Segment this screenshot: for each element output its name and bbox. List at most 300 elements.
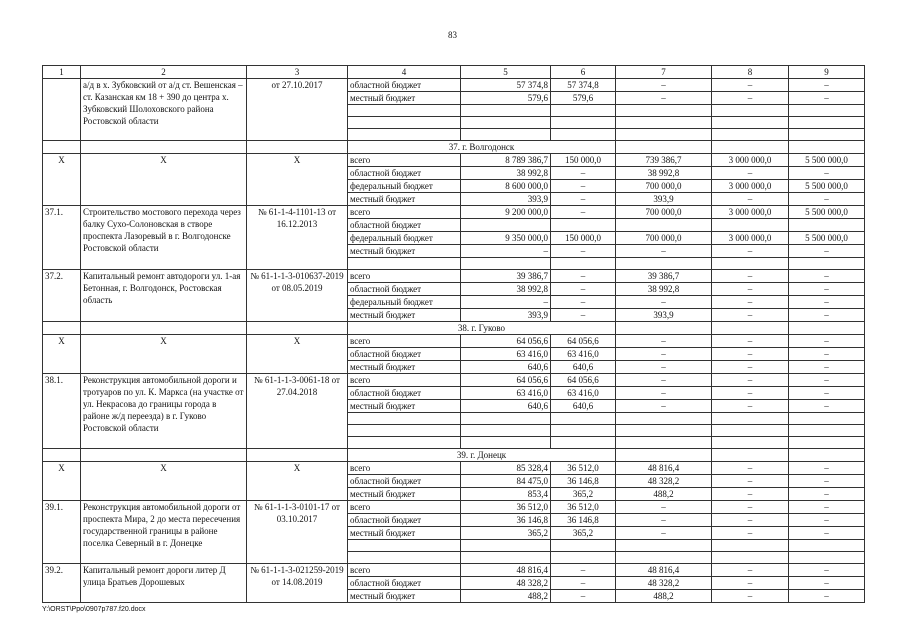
budget-type: местный бюджет	[348, 527, 461, 540]
amount-cell: 150 000,0	[551, 154, 616, 167]
amount-cell: –	[789, 564, 865, 577]
column-number: 8	[712, 66, 789, 79]
empty-cell	[712, 437, 789, 449]
amount-cell: 853,4	[461, 488, 551, 501]
table-cell	[247, 141, 348, 154]
file-path-footer: Y:\ORST\Ppo\0907p787.f20.docx	[42, 606, 146, 613]
amount-cell: –	[616, 361, 712, 374]
empty-cell	[789, 258, 865, 270]
amount-cell: –	[712, 527, 789, 540]
total-marker: Х	[247, 154, 348, 206]
amount-cell: –	[789, 245, 865, 258]
amount-cell: 63 416,0	[461, 387, 551, 400]
item-doc: № 61-1-1-3-0101-17 от 03.10.2017	[247, 501, 348, 564]
item-number: 37.1.	[43, 206, 81, 270]
item-number: 39.1.	[43, 501, 81, 564]
amount-cell: –	[551, 577, 616, 590]
empty-cell	[461, 425, 551, 437]
amount-cell: –	[616, 374, 712, 387]
amount-cell: –	[712, 475, 789, 488]
budget-type: местный бюджет	[348, 488, 461, 501]
empty-cell	[712, 129, 789, 141]
table-row	[43, 206, 865, 219]
table-cell	[247, 449, 348, 462]
amount-cell: –	[789, 361, 865, 374]
budget-type: местный бюджет	[348, 361, 461, 374]
empty-cell	[551, 117, 616, 129]
item-name: Капитальный ремонт автодороги ул. 1-ая Бетонная, г. Волгодонск, Ростовская область	[81, 270, 247, 322]
item-number	[43, 79, 81, 141]
amount-cell: –	[789, 167, 865, 180]
amount-cell: –	[789, 374, 865, 387]
amount-cell: 9 200 000,0	[461, 206, 551, 219]
empty-cell	[616, 540, 712, 552]
amount-cell: –	[789, 283, 865, 296]
empty-cell	[789, 129, 865, 141]
amount-cell: –	[789, 590, 865, 603]
empty-cell	[348, 413, 461, 425]
empty-cell	[616, 437, 712, 449]
empty-cell	[616, 117, 712, 129]
amount-cell	[789, 219, 865, 232]
item-name: Строительство мостового перехода через балку Сухо-Солоновская в створе проспекта Лазоревый в г. Волгодонске Ростовской области	[81, 206, 247, 270]
table-cell	[43, 449, 81, 462]
empty-cell	[616, 129, 712, 141]
amount-cell: 64 056,6	[551, 335, 616, 348]
amount-cell: –	[789, 92, 865, 105]
budget-type: всего	[348, 564, 461, 577]
empty-cell	[616, 425, 712, 437]
amount-cell: –	[616, 527, 712, 540]
empty-cell	[461, 437, 551, 449]
empty-cell	[551, 437, 616, 449]
empty-cell	[551, 258, 616, 270]
amount-cell: –	[789, 488, 865, 501]
budget-type: областной бюджет	[348, 219, 461, 232]
table-cell	[81, 449, 247, 462]
amount-cell: –	[789, 387, 865, 400]
amount-cell	[461, 219, 551, 232]
table-cell	[247, 322, 348, 335]
section-title: 39. г. Донецк	[348, 449, 616, 462]
table-row	[43, 79, 865, 92]
amount-cell: –	[712, 309, 789, 322]
budget-type: всего	[348, 206, 461, 219]
amount-cell: 64 056,6	[551, 374, 616, 387]
amount-cell: –	[551, 590, 616, 603]
amount-cell: –	[712, 590, 789, 603]
amount-cell: –	[551, 296, 616, 309]
amount-cell: –	[789, 462, 865, 475]
table-row	[43, 270, 865, 283]
amount-cell: 48 328,2	[616, 577, 712, 590]
amount-cell: 63 416,0	[551, 348, 616, 361]
column-number: 7	[616, 66, 712, 79]
table-cell	[789, 449, 865, 462]
empty-cell	[348, 258, 461, 270]
empty-cell	[712, 540, 789, 552]
amount-cell: 9 350 000,0	[461, 232, 551, 245]
empty-cell	[712, 258, 789, 270]
amount-cell: –	[551, 245, 616, 258]
amount-cell: 700 000,0	[616, 206, 712, 219]
budget-type: местный бюджет	[348, 92, 461, 105]
amount-cell: 36 146,8	[551, 514, 616, 527]
amount-cell: –	[616, 387, 712, 400]
empty-cell	[616, 258, 712, 270]
amount-cell: –	[789, 577, 865, 590]
empty-cell	[348, 437, 461, 449]
amount-cell: 48 816,4	[616, 462, 712, 475]
amount-cell: –	[712, 296, 789, 309]
table-row	[43, 501, 865, 514]
table-cell	[81, 322, 247, 335]
amount-cell: –	[789, 400, 865, 413]
budget-type: всего	[348, 374, 461, 387]
table-cell	[616, 322, 712, 335]
budget-table	[42, 65, 865, 603]
amount-cell: –	[461, 296, 551, 309]
amount-cell: 640,6	[461, 400, 551, 413]
item-doc: № 61-1-1-3-0061-18 от 27.04.2018	[247, 374, 348, 449]
item-number: 39.2.	[43, 564, 81, 603]
amount-cell: –	[712, 270, 789, 283]
table-cell	[789, 141, 865, 154]
column-number: 3	[247, 66, 348, 79]
amount-cell: –	[616, 400, 712, 413]
budget-type: областной бюджет	[348, 167, 461, 180]
amount-cell: 36 512,0	[461, 501, 551, 514]
amount-cell: –	[712, 79, 789, 92]
amount-cell: –	[712, 488, 789, 501]
amount-cell: 38 992,8	[616, 283, 712, 296]
total-marker: Х	[43, 154, 81, 206]
empty-cell	[789, 425, 865, 437]
table-cell	[81, 141, 247, 154]
amount-cell: –	[616, 92, 712, 105]
table-cell	[616, 449, 712, 462]
total-row	[43, 154, 865, 167]
item-name: Реконструкция автомобильной дороги и тротуаров по ул. К. Маркса (на участке от ул. Некрасова до границы города в районе ж/д переезда) в г. Гуково Ростовской области	[81, 374, 247, 449]
amount-cell: 488,2	[616, 488, 712, 501]
empty-cell	[551, 552, 616, 564]
empty-cell	[616, 105, 712, 117]
budget-type: всего	[348, 335, 461, 348]
amount-cell: 5 500 000,0	[789, 154, 865, 167]
table-cell	[43, 322, 81, 335]
amount-cell: 365,2	[461, 527, 551, 540]
table-cell	[712, 449, 789, 462]
amount-cell: –	[712, 564, 789, 577]
amount-cell	[616, 219, 712, 232]
amount-cell: –	[789, 309, 865, 322]
amount-cell: 700 000,0	[616, 232, 712, 245]
column-number: 9	[789, 66, 865, 79]
amount-cell: 85 328,4	[461, 462, 551, 475]
amount-cell: 38 992,8	[461, 283, 551, 296]
amount-cell: –	[712, 577, 789, 590]
column-number: 6	[551, 66, 616, 79]
empty-cell	[551, 129, 616, 141]
item-name: а/д в х. Зубковский от а/д ст. Вешенская – ст. Казанская км 18 + 390 до центра х. Зубковский Шолоховского района Ростовской области	[81, 79, 247, 141]
empty-cell	[461, 540, 551, 552]
empty-cell	[789, 540, 865, 552]
amount-cell: 393,9	[616, 309, 712, 322]
amount-cell: 64 056,6	[461, 374, 551, 387]
table-cell	[43, 141, 81, 154]
amount-cell: 3 000 000,0	[712, 154, 789, 167]
total-marker: Х	[81, 462, 247, 501]
empty-cell	[712, 425, 789, 437]
amount-cell: –	[616, 514, 712, 527]
table-cell	[616, 141, 712, 154]
empty-cell	[551, 540, 616, 552]
budget-type: областной бюджет	[348, 514, 461, 527]
amount-cell: 640,6	[551, 361, 616, 374]
amount-cell: –	[616, 245, 712, 258]
amount-cell: 488,2	[616, 590, 712, 603]
amount-cell: –	[551, 167, 616, 180]
empty-cell	[348, 129, 461, 141]
amount-cell: 579,6	[461, 92, 551, 105]
column-number: 5	[461, 66, 551, 79]
amount-cell: 84 475,0	[461, 475, 551, 488]
amount-cell: –	[789, 514, 865, 527]
section-title: 37. г. Волгодонск	[348, 141, 616, 154]
amount-cell: –	[712, 400, 789, 413]
total-row	[43, 462, 865, 475]
table-row	[43, 564, 865, 577]
section-row	[43, 449, 865, 462]
empty-cell	[789, 105, 865, 117]
empty-cell	[348, 425, 461, 437]
empty-cell	[712, 413, 789, 425]
amount-cell: –	[551, 309, 616, 322]
amount-cell: –	[551, 206, 616, 219]
amount-cell: –	[789, 270, 865, 283]
column-number: 1	[43, 66, 81, 79]
amount-cell: –	[712, 501, 789, 514]
amount-cell: –	[616, 501, 712, 514]
amount-cell: –	[551, 564, 616, 577]
amount-cell: 39 386,7	[461, 270, 551, 283]
budget-type: областной бюджет	[348, 283, 461, 296]
amount-cell: –	[616, 335, 712, 348]
amount-cell: 579,6	[551, 92, 616, 105]
table-cell	[712, 322, 789, 335]
amount-cell: 3 000 000,0	[712, 206, 789, 219]
empty-cell	[551, 105, 616, 117]
amount-cell: –	[551, 180, 616, 193]
column-header-row	[43, 66, 865, 79]
amount-cell: 739 386,7	[616, 154, 712, 167]
amount-cell: –	[789, 335, 865, 348]
amount-cell: –	[712, 193, 789, 206]
amount-cell: –	[551, 283, 616, 296]
empty-cell	[616, 552, 712, 564]
empty-cell	[789, 552, 865, 564]
table-cell	[789, 322, 865, 335]
amount-cell: 57 374,8	[551, 79, 616, 92]
budget-type: областной бюджет	[348, 577, 461, 590]
item-name: Капитальный ремонт дороги литер Д улица Братьев Дорошевых	[81, 564, 247, 603]
amount-cell: –	[712, 335, 789, 348]
amount-cell: 365,2	[551, 488, 616, 501]
empty-cell	[348, 552, 461, 564]
amount-cell: 36 512,0	[551, 501, 616, 514]
section-row	[43, 141, 865, 154]
amount-cell: 640,6	[551, 400, 616, 413]
empty-cell	[789, 117, 865, 129]
amount-cell: –	[712, 361, 789, 374]
amount-cell: 36 146,8	[551, 475, 616, 488]
amount-cell: 36 512,0	[551, 462, 616, 475]
empty-cell	[551, 413, 616, 425]
amount-cell: –	[712, 283, 789, 296]
table-body	[43, 66, 865, 603]
amount-cell: –	[712, 462, 789, 475]
amount-cell: 48 816,4	[461, 564, 551, 577]
item-doc: № 61-1-1-3-021259-2019 от 14.08.2019	[247, 564, 348, 603]
total-marker: Х	[247, 462, 348, 501]
amount-cell: –	[712, 374, 789, 387]
section-row	[43, 322, 865, 335]
amount-cell: –	[789, 348, 865, 361]
amount-cell: 393,9	[461, 309, 551, 322]
budget-type: местный бюджет	[348, 245, 461, 258]
amount-cell: 365,2	[551, 527, 616, 540]
amount-cell: 48 328,2	[461, 577, 551, 590]
amount-cell: 64 056,6	[461, 335, 551, 348]
empty-cell	[461, 258, 551, 270]
amount-cell: –	[789, 79, 865, 92]
item-doc: № 61-1-1-3-010637-2019 от 08.05.2019	[247, 270, 348, 322]
amount-cell: –	[616, 79, 712, 92]
amount-cell	[551, 219, 616, 232]
empty-cell	[616, 413, 712, 425]
budget-type: областной бюджет	[348, 348, 461, 361]
amount-cell: 640,6	[461, 361, 551, 374]
amount-cell: 5 500 000,0	[789, 206, 865, 219]
amount-cell: –	[712, 387, 789, 400]
table-row	[43, 374, 865, 387]
budget-type: областной бюджет	[348, 387, 461, 400]
table-cell	[712, 141, 789, 154]
amount-cell: 700 000,0	[616, 180, 712, 193]
amount-cell: 3 000 000,0	[712, 180, 789, 193]
amount-cell: –	[712, 92, 789, 105]
empty-cell	[712, 552, 789, 564]
total-marker: Х	[81, 154, 247, 206]
total-marker: Х	[43, 335, 81, 374]
amount-cell: –	[616, 296, 712, 309]
amount-cell: 63 416,0	[461, 348, 551, 361]
empty-cell	[461, 413, 551, 425]
section-title: 38. г. Гуково	[348, 322, 616, 335]
empty-cell	[789, 413, 865, 425]
amount-cell: –	[712, 167, 789, 180]
amount-cell: –	[461, 245, 551, 258]
budget-type: местный бюджет	[348, 590, 461, 603]
empty-cell	[461, 129, 551, 141]
budget-type: всего	[348, 270, 461, 283]
amount-cell: –	[712, 514, 789, 527]
amount-cell: 38 992,8	[616, 167, 712, 180]
amount-cell: 36 146,8	[461, 514, 551, 527]
total-marker: Х	[43, 462, 81, 501]
page-number: 83	[448, 30, 457, 40]
empty-cell	[461, 105, 551, 117]
empty-cell	[712, 117, 789, 129]
amount-cell: 48 328,2	[616, 475, 712, 488]
amount-cell: 393,9	[461, 193, 551, 206]
amount-cell: 150 000,0	[551, 232, 616, 245]
amount-cell: 393,9	[616, 193, 712, 206]
budget-type: федеральный бюджет	[348, 232, 461, 245]
amount-cell: 38 992,8	[461, 167, 551, 180]
budget-type: всего	[348, 501, 461, 514]
empty-cell	[789, 437, 865, 449]
amount-cell: –	[789, 501, 865, 514]
amount-cell: 3 000 000,0	[712, 232, 789, 245]
empty-cell	[551, 425, 616, 437]
empty-cell	[348, 105, 461, 117]
amount-cell	[712, 219, 789, 232]
amount-cell: 63 416,0	[551, 387, 616, 400]
amount-cell: –	[789, 193, 865, 206]
amount-cell: 39 386,7	[616, 270, 712, 283]
amount-cell: –	[551, 193, 616, 206]
amount-cell: –	[712, 348, 789, 361]
amount-cell: 48 816,4	[616, 564, 712, 577]
budget-type: местный бюджет	[348, 400, 461, 413]
amount-cell: 8 789 386,7	[461, 154, 551, 167]
budget-type: федеральный бюджет	[348, 296, 461, 309]
item-number: 38.1.	[43, 374, 81, 449]
item-doc: от 27.10.2017	[247, 79, 348, 141]
column-number: 4	[348, 66, 461, 79]
budget-type: всего	[348, 154, 461, 167]
amount-cell: –	[789, 475, 865, 488]
amount-cell: –	[789, 296, 865, 309]
amount-cell: –	[712, 245, 789, 258]
item-number: 37.2.	[43, 270, 81, 322]
empty-cell	[348, 117, 461, 129]
amount-cell: 57 374,8	[461, 79, 551, 92]
budget-type: местный бюджет	[348, 309, 461, 322]
budget-type: местный бюджет	[348, 193, 461, 206]
amount-cell: 5 500 000,0	[789, 180, 865, 193]
total-row	[43, 335, 865, 348]
budget-type: всего	[348, 462, 461, 475]
amount-cell: –	[616, 348, 712, 361]
total-marker: Х	[247, 335, 348, 374]
empty-cell	[712, 105, 789, 117]
amount-cell: 8 600 000,0	[461, 180, 551, 193]
budget-type: областной бюджет	[348, 79, 461, 92]
budget-type: федеральный бюджет	[348, 180, 461, 193]
budget-type: областной бюджет	[348, 475, 461, 488]
amount-cell: –	[789, 527, 865, 540]
amount-cell: –	[551, 270, 616, 283]
item-doc: № 61-1-4-1101-13 от 16.12.2013	[247, 206, 348, 270]
empty-cell	[461, 552, 551, 564]
item-name: Реконструкция автомобильной дороги от проспекта Мира, 2 до места пересечения государственной границы в районе поселка Северный в г. Донецке	[81, 501, 247, 564]
amount-cell: 5 500 000,0	[789, 232, 865, 245]
total-marker: Х	[81, 335, 247, 374]
amount-cell: 488,2	[461, 590, 551, 603]
empty-cell	[348, 540, 461, 552]
